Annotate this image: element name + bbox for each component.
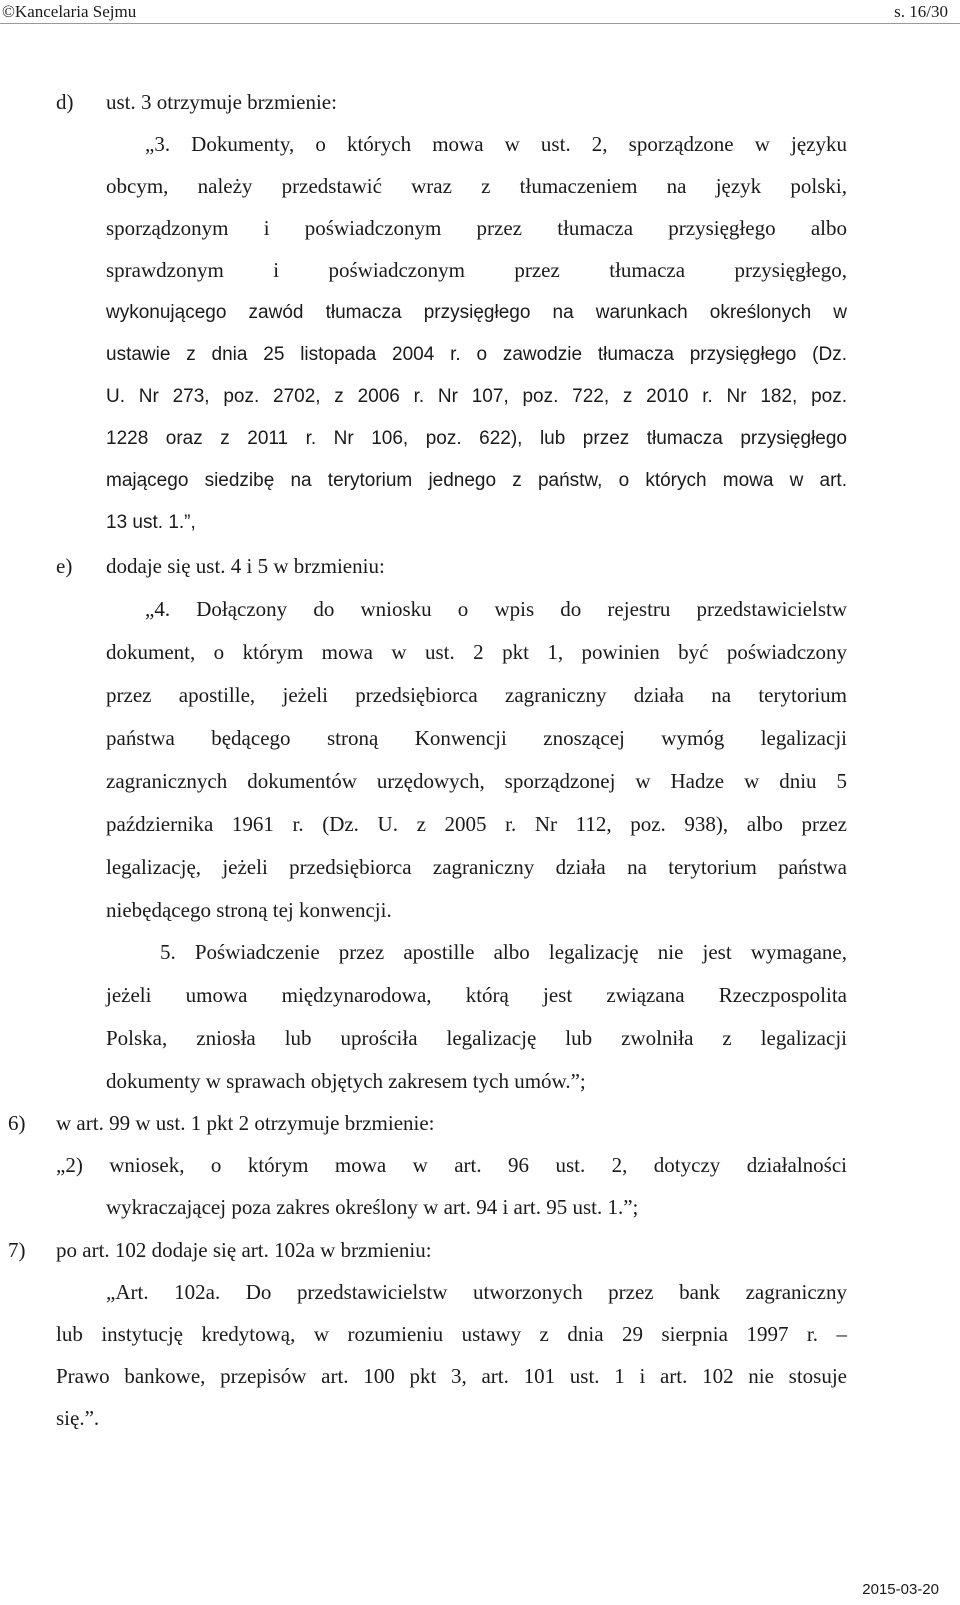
text-line: jeżeli umowa międzynarodowa, którą jest związana Rzeczpospolita bbox=[106, 983, 847, 1007]
footer-date: 2015-03-20 bbox=[862, 1581, 939, 1598]
text-line: „4. Dołączony do wniosku o wpis do rejestru przedstawicielstw bbox=[145, 597, 847, 621]
text-line: U. Nr 273, poz. 2702, z 2006 r. Nr 107, poz. 722, z 2010 r. Nr 182, poz. bbox=[106, 386, 847, 407]
text-line: dokument, o którym mowa w ust. 2 pkt 1, powinien być poświadczony bbox=[106, 640, 847, 664]
text-line: „2) wniosek, o którym mowa w art. 96 ust. 2, dotyczy działalności bbox=[56, 1153, 847, 1177]
text-line: niebędącego stroną tej konwencji. bbox=[106, 898, 392, 922]
text-line: sporządzonym i poświadczonym przez tłumacza przysięgłego albo bbox=[106, 216, 847, 240]
list-marker-7: 7) bbox=[8, 1238, 26, 1262]
header-source: ©Kancelaria Sejmu bbox=[2, 2, 137, 21]
text-line: października 1961 r. (Dz. U. z 2005 r. Nr 112, poz. 938), albo przez bbox=[106, 812, 847, 836]
page-header bbox=[0, 0, 960, 24]
text-line: się.”. bbox=[56, 1406, 100, 1430]
text-line: 13 ust. 1.”, bbox=[106, 512, 196, 533]
text-line: wykraczającej poza zakres określony w art. 94 i art. 95 ust. 1.”; bbox=[106, 1195, 639, 1219]
text-line: legalizację, jeżeli przedsiębiorca zagraniczny działa na terytorium państwa bbox=[106, 855, 847, 879]
text-line: wykonującego zawód tłumacza przysięgłego na warunkach określonych w bbox=[106, 302, 847, 323]
text-line: 5. Poświadczenie przez apostille albo legalizację nie jest wymagane, bbox=[160, 940, 847, 964]
text-line: sprawdzonym i poświadczonym przez tłumacza przysięgłego, bbox=[106, 258, 847, 282]
amendment-intro: po art. 102 dodaje się art. 102a w brzmieniu: bbox=[56, 1238, 432, 1262]
text-line: Prawo bankowe, przepisów art. 100 pkt 3, art. 101 ust. 1 i art. 102 nie stosuje bbox=[56, 1364, 847, 1388]
list-marker-d: d) bbox=[56, 90, 74, 114]
text-line: obcym, należy przedstawić wraz z tłumaczeniem na język polski, bbox=[106, 174, 847, 198]
text-line: lub instytucję kredytową, w rozumieniu ustawy z dnia 29 sierpnia 1997 r. – bbox=[56, 1322, 847, 1346]
list-marker-e: e) bbox=[56, 554, 73, 578]
text-line: państwa będącego stroną Konwencji znoszącej wymóg legalizacji bbox=[106, 726, 847, 750]
amendment-intro: dodaje się ust. 4 i 5 w brzmieniu: bbox=[106, 554, 385, 578]
text-line: zagranicznych dokumentów urzędowych, sporządzonej w Hadze w dniu 5 bbox=[106, 769, 847, 793]
list-marker-6: 6) bbox=[8, 1111, 26, 1135]
header-divider bbox=[0, 23, 960, 24]
text-line: 1228 oraz z 2011 r. Nr 106, poz. 622), lub przez tłumacza przysięgłego bbox=[106, 428, 847, 449]
text-line: „3. Dokumenty, o których mowa w ust. 2, sporządzone w języku bbox=[145, 132, 847, 156]
header-page-number: s. 16/30 bbox=[894, 2, 948, 21]
amendment-intro: ust. 3 otrzymuje brzmienie: bbox=[106, 90, 337, 114]
text-line: przez apostille, jeżeli przedsiębiorca zagraniczny działa na terytorium bbox=[106, 683, 847, 707]
text-line: dokumenty w sprawach objętych zakresem tych umów.”; bbox=[106, 1069, 586, 1093]
text-line: mającego siedzibę na terytorium jednego z państw, o których mowa w art. bbox=[106, 470, 847, 491]
text-line: Polska, zniosła lub uprościła legalizację lub zwolniła z legalizacji bbox=[106, 1026, 847, 1050]
text-line: ustawie z dnia 25 listopada 2004 r. o zawodzie tłumacza przysięgłego (Dz. bbox=[106, 344, 847, 365]
amendment-intro: w art. 99 w ust. 1 pkt 2 otrzymuje brzmienie: bbox=[56, 1111, 435, 1135]
text-line: „Art. 102a. Do przedstawicielstw utworzonych przez bank zagraniczny bbox=[106, 1280, 847, 1304]
